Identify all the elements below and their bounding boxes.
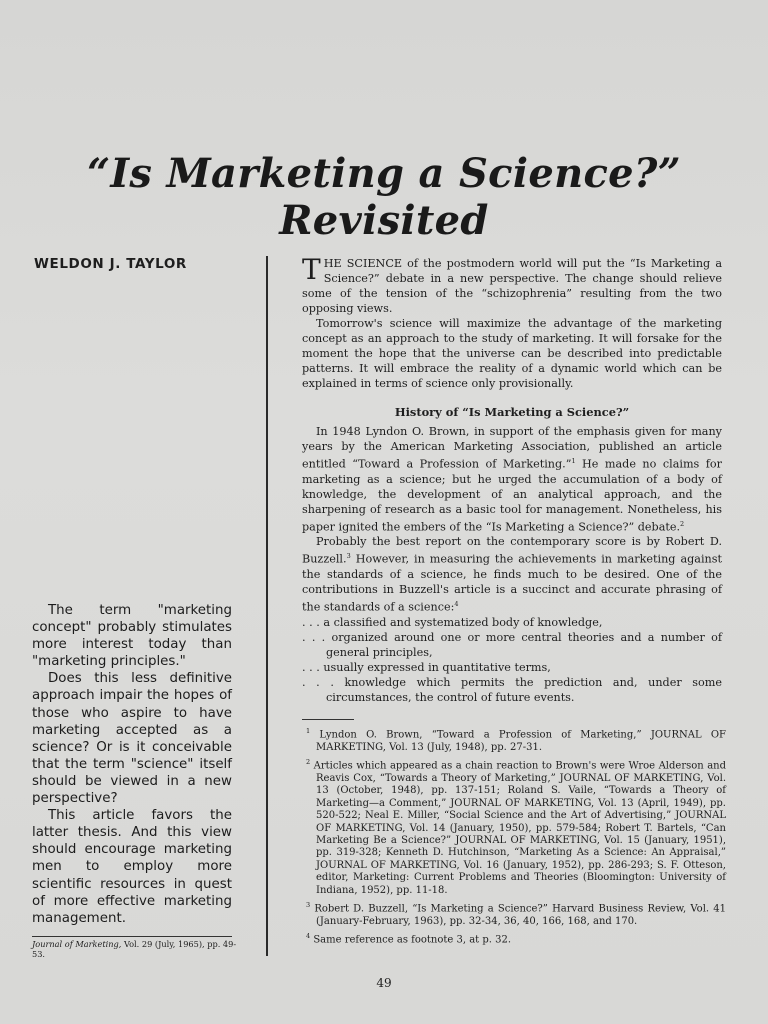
body-text: Probably the best report on the contemporary score is by Robert D. Buzzell. <box>302 535 722 567</box>
journal-details: Vol. 29 (July, 1965), pp. 49-53. <box>32 939 237 959</box>
abstract-paragraph: Does this less definitive approach impair the hopes of those who aspire to have marketing accepted as a science? Or is it conceivable that the term "science" itself should be viewed in a new perspective? <box>32 671 232 807</box>
body-paragraph <box>302 253 722 316</box>
journal-ref-divider <box>32 936 232 937</box>
list-item: . . . organized around one or more central theories and a number of general principles, <box>302 630 722 659</box>
body-paragraph: Tomorrow's science will maximize the advantage of the marketing concept as an approach to the study of marketing. It will forsake for the moment the hope that the universe can be described into predictable patterns. It will embrace the reality of a dynamic world which can be explained in terms of science only provisionally. <box>302 317 722 390</box>
section-heading: History of “Is Marketing a Science?” <box>394 405 630 419</box>
body-text: In 1948 Lyndon O. Brown, in support of the emphasis given for many years by the American Marketing Association, published an article entitled “Toward a Profession of Marketing.” <box>302 425 722 471</box>
body-text: He made no claims for marketing as a science; but he urged the accumulation of a body of knowledge, the development of an analytical approach, and the sharpening of research as a basic tool for management. Nonetheless, his paper ignited the embers of the “Is Marketing a Science?” debate. <box>302 457 722 534</box>
body-paragraph <box>302 424 722 534</box>
footnote-marker: 1 <box>571 457 576 465</box>
footnotes <box>306 725 726 949</box>
footnote <box>306 756 726 897</box>
article-title: “Is Marketing a Science?” Revisited <box>87 150 681 244</box>
footnote <box>306 725 726 754</box>
footnote-number: 3 <box>306 900 311 909</box>
footnote-number: 2 <box>306 758 311 767</box>
page-number: 49 <box>376 976 392 990</box>
abstract-paragraph: This article favors the latter thesis. And this view should encourage marketing men to employ more scientific resources in quest of more effective marketing management. <box>32 808 232 926</box>
lead-in-text: HE SCIENCE <box>323 257 403 270</box>
abstract-paragraph: The term "marketing concept" probably stimulates more interest today than "marketing principles." <box>32 603 232 670</box>
journal-name: Journal of Marketing, <box>32 939 122 949</box>
author-name: WELDON J. TAYLOR <box>34 256 187 272</box>
body-text: of the postmodern world will put the “Is Marketing a Science?” debate in a new perspective. The change should relieve some of the tension of the “schizophrenia” resulting from the two opposing views. <box>302 257 722 315</box>
footnote-number: 1 <box>306 727 311 735</box>
footnote <box>306 899 726 928</box>
footnote-text: Lyndon O. Brown, “Toward a Profession of Marketing,” JOURNAL OF MARKETING, Vol. 13 (July, 1948), pp. 27-31. <box>310 729 726 753</box>
drop-cap: T <box>302 253 321 286</box>
body-paragraph <box>302 534 722 614</box>
footnote-number: 4 <box>306 932 311 941</box>
body-text: However, in measuring the achievements in marketing against the standards of a science, he finds much to be desired. One of the contributions in Buzzell's article is a succinct and accurate phrasing of the standards of a science: <box>302 553 722 614</box>
journal-reference <box>32 939 237 959</box>
footnote-marker: 3 <box>346 552 351 561</box>
footnote-marker: 4 <box>454 600 459 609</box>
footnote-text: Robert D. Buzzell, “Is Marketing a Science?” Harvard Business Review, Vol. 41 (January-February, 1963), pp. 32-34, 36, 40, 166, 168, and 170. <box>310 903 726 927</box>
column-divider <box>266 256 268 956</box>
standards-list <box>302 615 722 705</box>
footnote-text: Same reference as footnote 3, at p. 32. <box>310 934 512 946</box>
abstract-sidebar <box>32 602 232 927</box>
footnote-text: Articles which appeared as a chain reaction to Brown's were Wroe Alderson and Reavis Cox, “Towards a Theory of Marketing,” JOURNAL OF MARKETING, Vol. 13 (October, 1948), pp. 137-151; Roland S. Vaile, “Towards a Theory of Marketing—a Comment,” JOURNAL OF MARKETING, Vol. 13 (April, 1949), pp. 520-522; Neal E. Miller, “Social Science and the Art of Advertising,” JOURNAL OF MARKETING, Vol. 14 (January, 1950), pp. 579-584; Robert T. Bartels, “Can Marketing Be a Science?” JOURNAL OF MARKETING, Vol. 15 (January, 1951), pp. 319-328; Kenneth D. Hutchinson, “Marketing As a Science: An Appraisal,” JOURNAL OF MARKETING, Vol. 16 (January, 1952), pp. 286-293; S. F. Otteson, editor, Marketing: Current Problems and Theories (Bloomington: University of Indiana, 1952), pp. 11-18. <box>310 760 726 896</box>
list-item: . . . knowledge which permits the prediction and, under some circumstances, the control of future events. <box>302 675 722 704</box>
list-item: . . . a classified and systematized body of knowledge, <box>302 615 603 629</box>
footnote <box>306 930 726 947</box>
list-item: . . . usually expressed in quantitative terms, <box>302 660 551 674</box>
footnote-divider <box>302 719 354 720</box>
article-body <box>302 253 722 705</box>
footnote-marker: 2 <box>680 519 685 528</box>
